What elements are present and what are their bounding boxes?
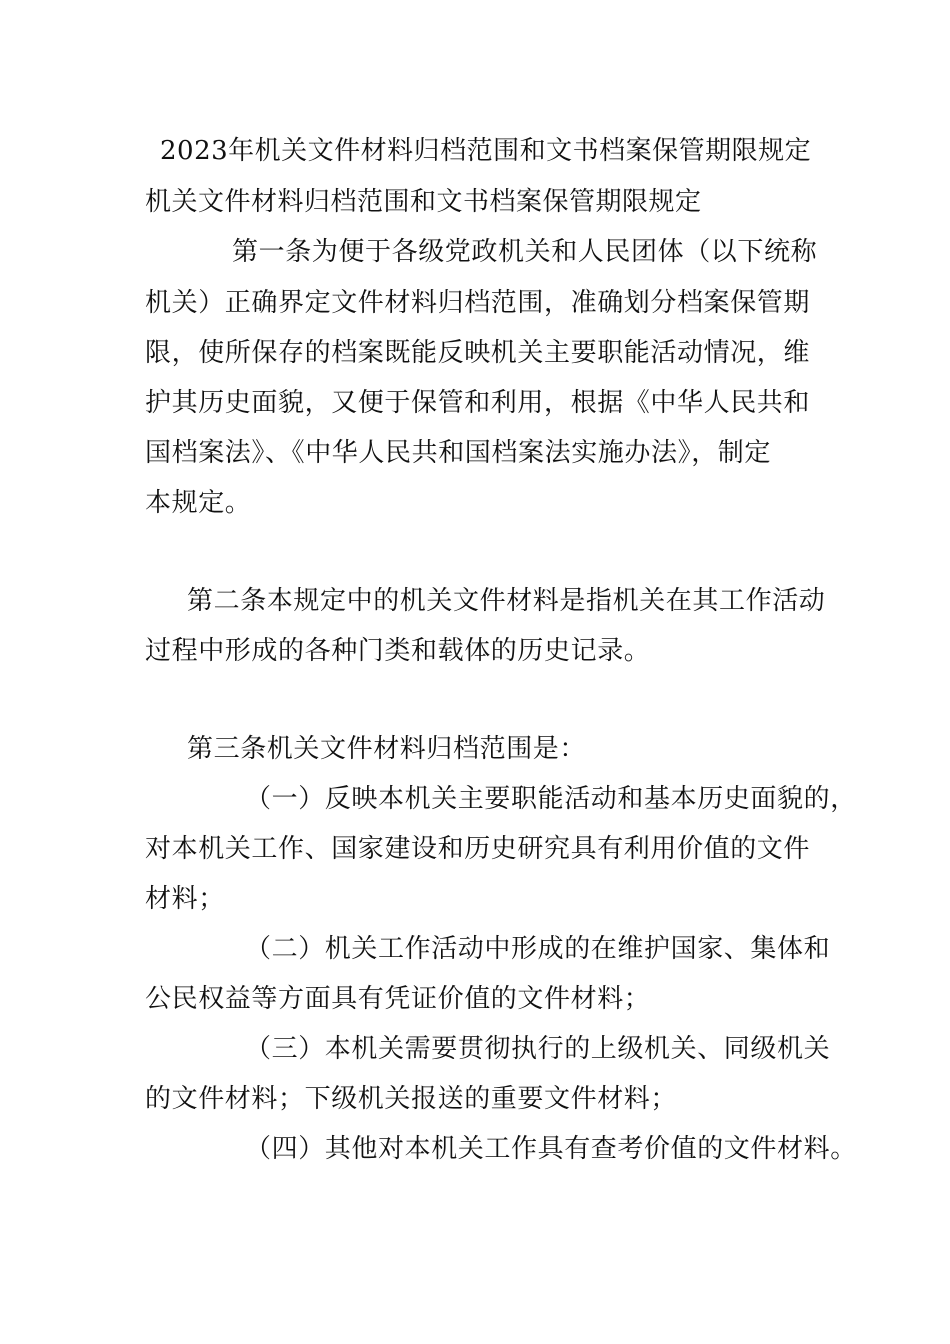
item-4-line-1: （四）其他对本机关工作具有查考价值的文件材料。 <box>245 1134 857 1164</box>
article-1-line-6: 本规定。 <box>145 488 252 518</box>
item-3-line-2: 的文件材料；下级机关报送的重要文件材料； <box>145 1084 678 1114</box>
article-2-line-2: 过程中形成的各种门类和载体的历史记录。 <box>145 636 651 666</box>
document-subtitle: 机关文件材料归档范围和文书档案保管期限规定 <box>145 187 702 217</box>
document-title: 2023年机关文件材料归档范围和文书档案保管期限规定 <box>160 136 812 166</box>
item-3-line-1: （三）本机关需要贯彻执行的上级机关、同级机关 <box>245 1034 831 1064</box>
article-1-line-1: 第一条为便于各级党政机关和人民团体（以下统称 <box>232 237 818 267</box>
item-1-line-3: 材料； <box>145 884 225 914</box>
article-1-line-3: 限，使所保存的档案既能反映机关主要职能活动情况，维 <box>145 338 811 368</box>
article-1-line-5: 国档案法》、《中华人民共和国档案法实施办法》，制定 <box>145 438 772 468</box>
article-1-line-4: 护其历史面貌，又便于保管和利用，根据《中华人民共和 <box>145 388 811 418</box>
item-2-line-1: （二）机关工作活动中形成的在维护国家、集体和 <box>245 934 831 964</box>
article-2-line-1: 第二条本规定中的机关文件材料是指机关在其工作活动 <box>187 586 826 616</box>
item-1-line-1: （一）反映本机关主要职能活动和基本历史面貌的， <box>245 784 857 814</box>
item-1-line-2: 对本机关工作、国家建设和历史研究具有利用价值的文件 <box>145 834 811 864</box>
article-1-line-2: 机关）正确界定文件材料归档范围，准确划分档案保管期 <box>145 288 811 318</box>
article-3-heading: 第三条机关文件材料归档范围是： <box>187 734 587 764</box>
item-2-line-2: 公民权益等方面具有凭证价值的文件材料； <box>145 984 651 1014</box>
